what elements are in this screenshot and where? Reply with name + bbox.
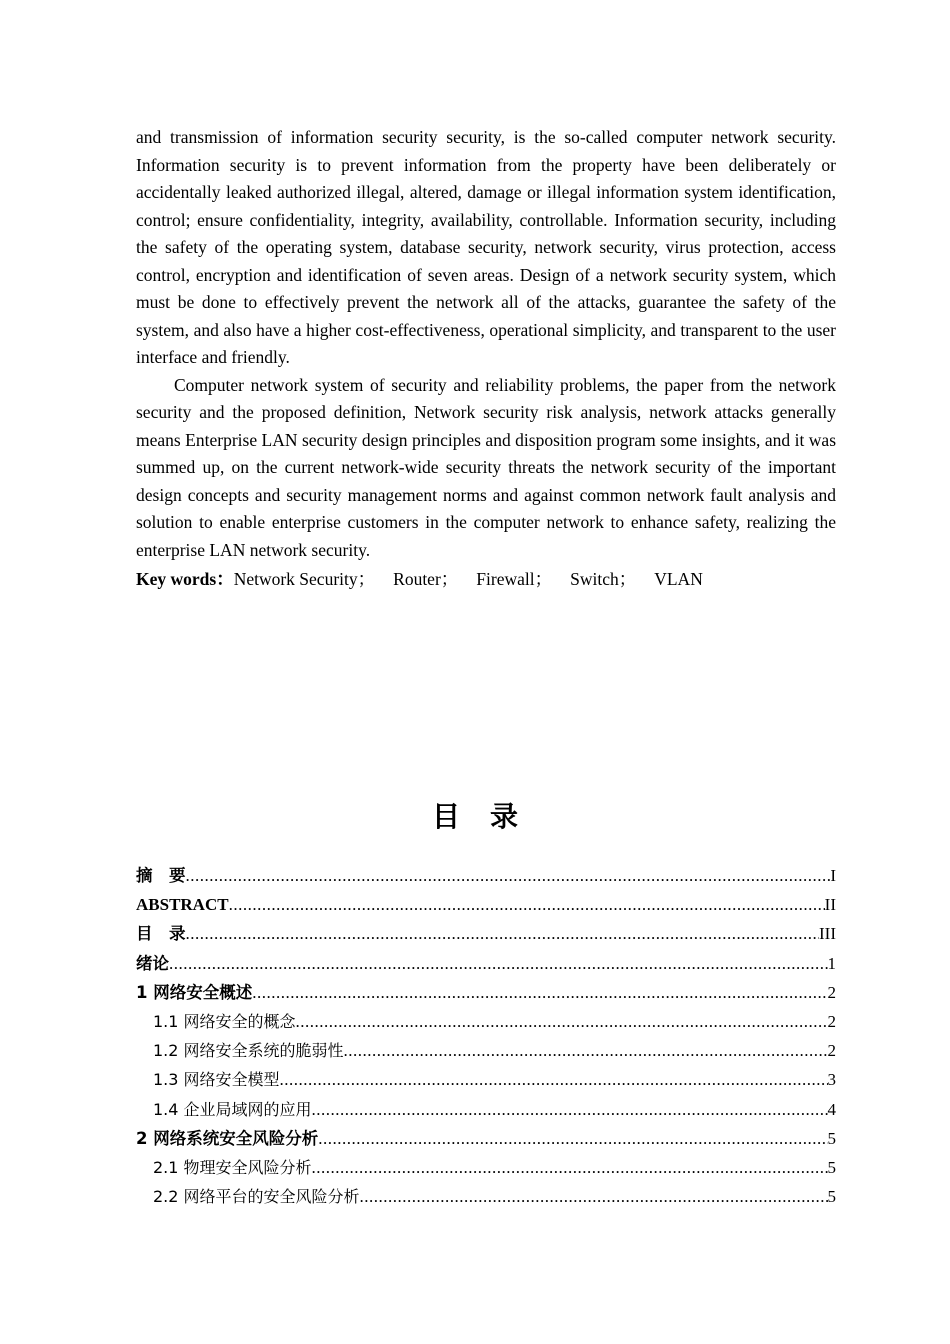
toc-entry-section-1-1[interactable] xyxy=(136,1007,836,1036)
toc-entry-label: 1.3 网络安全模型 xyxy=(153,1070,280,1090)
toc-entry-page: 1 xyxy=(827,953,836,973)
toc-leader-dots xyxy=(186,861,831,890)
keyword-item: VLAN xyxy=(654,569,703,589)
keyword-item: Router； xyxy=(393,569,459,589)
toc-leader-dots xyxy=(169,949,828,978)
keyword-item: Switch； xyxy=(570,569,637,589)
toc-entry-label: 1 网络安全概述 xyxy=(136,982,253,1002)
abstract-paragraph-1: and transmission of information security security, is the so-called computer network security. Information security is to prevent information from the property have been deliberately or accidentally leaked authorized illegal, altered, damage or illegal information system identification, control; ensure confidentiality, integrity, availability, controllable. Information security, including the safety of the operating system, database security, network security, virus protection, access control, encryption and identification of seven areas. Design of a network security system, which must be done to effectively prevent the network all of the attacks, guarantee the safety of the system, and also have a higher cost-effectiveness, operational simplicity, and transparent to the user interface and friendly. xyxy=(136,127,836,367)
toc-entry-section-1-2[interactable] xyxy=(136,1036,836,1065)
toc-leader-dots xyxy=(344,1036,828,1065)
toc-entry-label: 2.1 物理安全风险分析 xyxy=(153,1157,312,1177)
keyword-item: Firewall； xyxy=(476,569,553,589)
toc-entry-page: 4 xyxy=(827,1099,836,1119)
keywords-line xyxy=(136,566,836,594)
toc-leader-dots xyxy=(312,1095,828,1124)
toc-entry-label: 1.2 网络安全系统的脆弱性 xyxy=(153,1041,344,1061)
toc-leader-dots xyxy=(318,1124,827,1153)
toc-entry-mulu[interactable] xyxy=(136,919,836,948)
keyword-item: Network Security； xyxy=(233,569,376,589)
toc-entry-page: 3 xyxy=(827,1070,836,1090)
toc-entry-page: II xyxy=(824,895,836,915)
toc-leader-dots xyxy=(186,919,820,948)
toc-entry-page: 2 xyxy=(827,1011,836,1031)
toc-entry-page: 2 xyxy=(827,1041,836,1061)
toc-entry-label: 1.1 网络安全的概念 xyxy=(153,1011,296,1031)
toc-entry-section-1-4[interactable] xyxy=(136,1095,836,1124)
toc-entry-page: I xyxy=(830,866,836,885)
toc-entry-label: 目 录 xyxy=(136,924,186,944)
toc-leader-dots xyxy=(252,978,827,1007)
table-of-contents xyxy=(136,861,836,1211)
toc-entry-chapter-2[interactable] xyxy=(136,1124,836,1153)
toc-entry-section-2-2[interactable] xyxy=(136,1182,836,1211)
toc-entry-page: 5 xyxy=(827,1157,836,1177)
toc-entry-label: 2.2 网络平台的安全风险分析 xyxy=(153,1187,360,1207)
toc-entry-label: 绪论 xyxy=(136,953,169,973)
abstract-paragraph-2: Computer network system of security and reliability problems, the paper from the network security and the proposed definition, Network security risk analysis, network attacks generally means Enterprise LAN security design principles and disposition program some insights, and it was summed up, on the current network-wide security threats the network security of the important design concepts and security management norms and against common network fault analysis and solution to enable enterprise customers in the computer network to enhance safety, realizing the enterprise LAN network security. xyxy=(136,374,836,560)
toc-entry-section-2-1[interactable] xyxy=(136,1153,836,1182)
toc-leader-dots xyxy=(296,1007,828,1036)
toc-entry-label: 2 网络系统安全风险分析 xyxy=(136,1128,319,1148)
toc-entry-chapter-1[interactable] xyxy=(136,978,836,1007)
toc-entry-label: 摘 要 xyxy=(136,866,186,885)
toc-leader-dots xyxy=(280,1065,828,1094)
toc-entry-page: 5 xyxy=(827,1187,836,1207)
toc-entry-section-1-3[interactable] xyxy=(136,1065,836,1094)
toc-entry-page: 5 xyxy=(827,1128,836,1148)
toc-leader-dots xyxy=(229,890,825,919)
toc-entry-page: III xyxy=(819,924,836,944)
toc-title: 目录 xyxy=(431,800,548,833)
toc-entry-zhaiyao[interactable] xyxy=(136,861,836,890)
toc-entry-xulun[interactable] xyxy=(136,949,836,978)
keywords-label: Key words： xyxy=(136,569,234,589)
toc-entry-abstract[interactable] xyxy=(136,890,836,919)
toc-leader-dots xyxy=(360,1182,828,1211)
toc-entry-page: 2 xyxy=(827,982,836,1002)
toc-leader-dots xyxy=(312,1153,828,1182)
toc-entry-label: ABSTRACT xyxy=(136,895,229,915)
abstract-section xyxy=(136,124,836,594)
toc-entry-label: 1.4 企业局域网的应用 xyxy=(153,1099,312,1119)
